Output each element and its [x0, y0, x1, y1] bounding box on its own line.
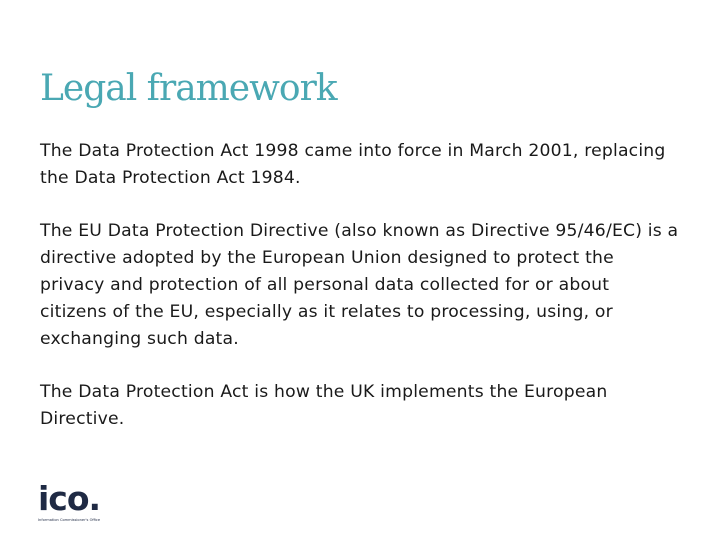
paragraph-dpa-1998: The Data Protection Act 1998 came into force in March 2001, replacing the Data Protection Act 1984.	[40, 141, 666, 188]
logo-tagline: Information Commissioner's Office	[38, 518, 101, 522]
ico-logo	[38, 479, 128, 530]
paragraph-uk-implementation: The Data Protection Act is how the UK implements the European Directive.	[40, 382, 608, 429]
slide-title: Legal framework	[40, 68, 337, 109]
slide-body	[40, 138, 680, 459]
logo-wordmark: ico.	[38, 479, 101, 518]
paragraph-eu-directive: The EU Data Protection Directive (also known as Directive 95/46/EC) is a directive adopted by the European Union designed to protect the privacy and protection of all personal data collected for or about citizens of the EU, especially as it relates to processing, using, or exchanging such data.	[40, 221, 679, 349]
